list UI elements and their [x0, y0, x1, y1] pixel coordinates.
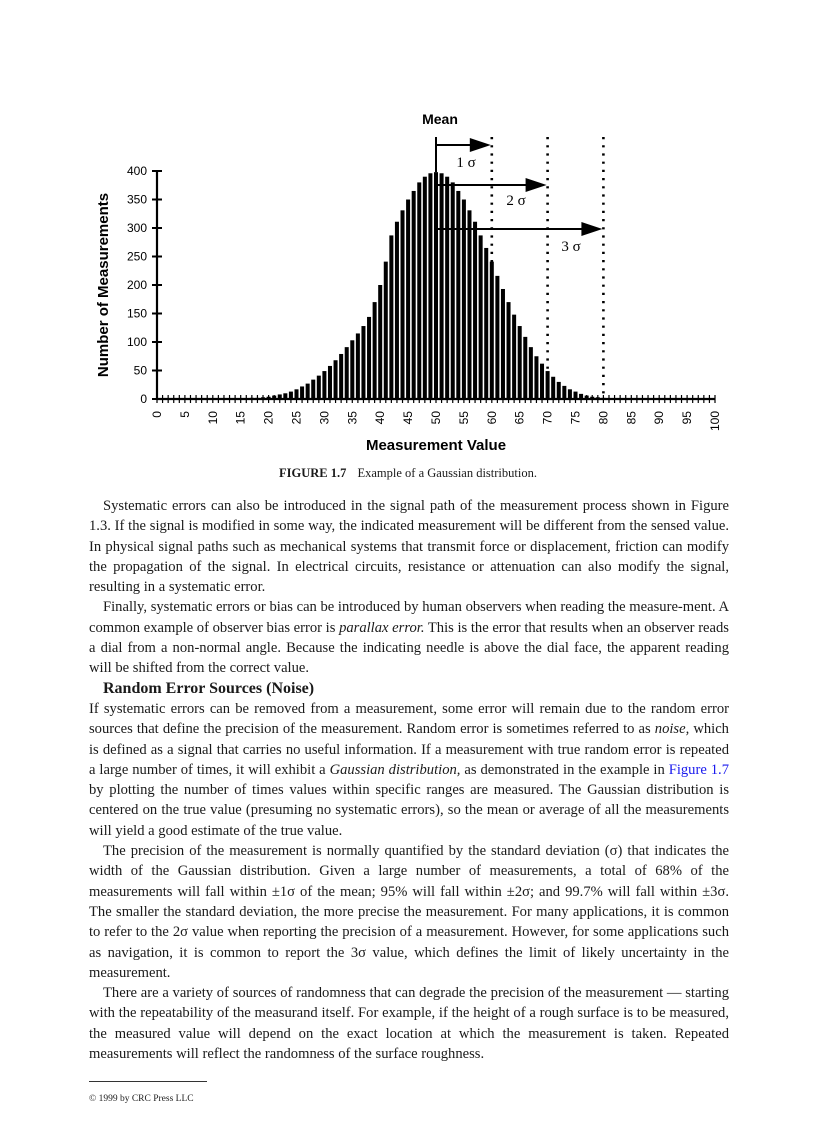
- x-tick-label: 75: [568, 411, 583, 425]
- x-tick-label: 80: [596, 411, 611, 425]
- x-tick-label: 15: [233, 411, 248, 425]
- x-tick-label: 30: [317, 411, 332, 425]
- section-heading-random-error: Random Error Sources (Noise): [103, 679, 315, 697]
- histogram-bar: [479, 235, 483, 399]
- paragraph-random-error: If systematic errors can be removed from a measurement, some error will remain due to the random error sources that define the precision of the measurement. Random error is sometimes referred to as noise, which is defined as a signal that carries no useful information. If a measurement with true random error is repeated a large number of times, it will exhibit a Gaussian distribution, as demonstrated in the example in Figure 1.7 by plotting the number of times values within specific ranges are measured. The Gaussian distribution is centered on the true value (presuming no systematic errors), so the mean or average of all the measurements will yield a good estimate of the true value.: [89, 700, 729, 839]
- x-tick-label: 40: [373, 411, 388, 425]
- gaussian-histogram-figure: [0, 0, 816, 460]
- histogram-bar: [350, 340, 354, 399]
- histogram-bar: [428, 173, 432, 399]
- x-tick-label: 35: [345, 411, 360, 425]
- term-parallax-error: parallax error.: [339, 619, 425, 636]
- x-tick-label: 65: [512, 411, 527, 425]
- histogram-bar: [334, 360, 338, 399]
- histogram-bar: [367, 317, 371, 399]
- x-axis-title: Measurement Value: [365, 437, 507, 454]
- histogram-bar: [523, 337, 527, 399]
- histogram-bar: [361, 326, 365, 399]
- histogram-bar: [339, 354, 343, 399]
- histogram-bar: [406, 200, 410, 400]
- y-tick-label: 0: [140, 392, 147, 406]
- x-tick-label: 55: [456, 411, 471, 425]
- y-tick-label: 250: [126, 249, 147, 264]
- x-tick-label: 60: [484, 411, 499, 425]
- x-tick-label: 0: [150, 411, 164, 418]
- figure-1-7-link[interactable]: Figure 1.7: [668, 761, 729, 778]
- x-tick-label: 100: [708, 411, 722, 432]
- sigma-3-label: 3 σ: [561, 239, 581, 255]
- histogram-bar: [451, 182, 455, 399]
- term-noise: noise,: [654, 721, 690, 738]
- histogram-chart: [0, 0, 816, 460]
- paragraph-precision-std-dev: The precision of the measurement is normally quantified by the standard deviation (σ) that indicates the width of the Gaussian distribution. Given a large number of measurements, a total of 68% of the measurements will fall within ±1σ of the mean; 95% will fall within ±2σ; and 99.7% will fall within ±3σ. The smaller the standard deviation, the more precise the measurement. For many applications, it is common to refer to the 2σ value when reporting the precision of a measurement. However, for some applications such as navigation, it is common to report the 3σ value, which defines the limit of likely uncertainty in the measurement.: [89, 843, 729, 981]
- y-tick-label: 300: [126, 221, 147, 235]
- y-tick-label: 50: [133, 363, 147, 378]
- histogram-bar: [473, 222, 477, 399]
- sigma-2-arrowhead-icon: [526, 178, 547, 192]
- histogram-bar: [384, 262, 388, 399]
- y-axis-title: Number of Measurements: [95, 192, 112, 378]
- sigma-1-label: 1 σ: [456, 155, 476, 171]
- histogram-bar: [495, 276, 499, 399]
- paragraph-randomness-sources: There are a variety of sources of randomness that can degrade the precision of the measurement — starting with the repeatability of the measurand itself. For example, if the height of a rough surface is to be measured, the measured value will depend on the exact location at which the measurement is taken. Repeated measurements will reflect the randomness of the surface roughness.: [89, 985, 729, 1063]
- histogram-bar: [417, 182, 421, 399]
- y-tick-label: 150: [126, 306, 147, 321]
- x-tick-label: 45: [401, 411, 416, 425]
- histogram-bar: [484, 248, 488, 399]
- figure-caption: [0, 466, 816, 481]
- histogram-bar: [529, 347, 533, 399]
- sigma-2-label: 2 σ: [506, 193, 526, 209]
- histogram-bar: [412, 191, 416, 399]
- histogram-bar: [322, 371, 326, 399]
- histogram-bar: [328, 366, 332, 399]
- histogram-bar: [490, 262, 494, 399]
- x-tick-label: 90: [652, 411, 667, 425]
- x-tick-label: 5: [177, 411, 192, 418]
- y-tick-label: 100: [126, 335, 147, 349]
- y-tick-label: 350: [126, 192, 147, 207]
- histogram-bar: [373, 302, 377, 399]
- x-tick-label: 25: [289, 411, 304, 425]
- histogram-bar: [395, 222, 399, 399]
- figure-caption-text: Example of a Gaussian distribution.: [357, 466, 537, 480]
- x-tick-label: 50: [429, 411, 443, 425]
- histogram-bar: [501, 289, 505, 399]
- x-tick-label: 10: [205, 411, 220, 425]
- histogram-bar: [507, 302, 511, 399]
- x-tick-label: 70: [540, 411, 555, 425]
- histogram-bar: [456, 191, 460, 399]
- paragraph-observer-bias: Finally, systematic errors or bias can be introduced by human observers when reading the measure-ment. A common example of observer bias error is parallax error. This is the error that results when an observer reads a dial from a non-normal angle. Because the indicating needle is above the dial face, the apparent reading will be shifted from the correct value.: [89, 599, 729, 677]
- article-body: [89, 496, 729, 1064]
- histogram-bar: [423, 177, 427, 399]
- mean-label: Mean: [422, 111, 458, 127]
- sigma-1-arrowhead-icon: [470, 138, 491, 152]
- histogram-bar: [518, 326, 522, 399]
- footnote-divider: [89, 1081, 207, 1082]
- term-gaussian-distribution: Gaussian distribution,: [329, 761, 461, 778]
- x-tick-label: 85: [624, 411, 639, 425]
- sigma-3-arrowhead-icon: [581, 222, 602, 236]
- histogram-bar: [534, 356, 538, 399]
- histogram-bar: [434, 172, 438, 399]
- histogram-bar: [389, 235, 393, 399]
- copyright-footer: © 1999 by CRC Press LLC: [89, 1094, 194, 1104]
- histogram-bar: [467, 210, 471, 399]
- paragraph-systematic-signal-path: Systematic errors can also be introduced in the signal path of the measurement process shown in Figure 1.3. If the signal is modified in some way, the indicated measurement will be different from the sensed value. In physical signal paths such as mechanical systems that transmit force or displacement, friction can modify the propagation of the signal. In electrical circuits, resistance or attenuation can also modify the signal, resulting in a systematic error.: [89, 498, 729, 596]
- histogram-bar: [401, 210, 405, 399]
- y-tick-label: 400: [126, 164, 147, 178]
- x-tick-label: 20: [261, 411, 276, 425]
- histogram-bar: [378, 285, 382, 399]
- figure-number: FIGURE 1.7: [279, 466, 347, 480]
- histogram-bar: [440, 173, 444, 399]
- histogram-bar: [345, 347, 349, 399]
- histogram-bar: [445, 177, 449, 399]
- x-tick-label: 95: [680, 411, 695, 425]
- histogram-bar: [540, 364, 544, 399]
- histogram-bar: [512, 315, 516, 399]
- histogram-bar: [356, 333, 360, 399]
- y-tick-label: 200: [126, 278, 147, 292]
